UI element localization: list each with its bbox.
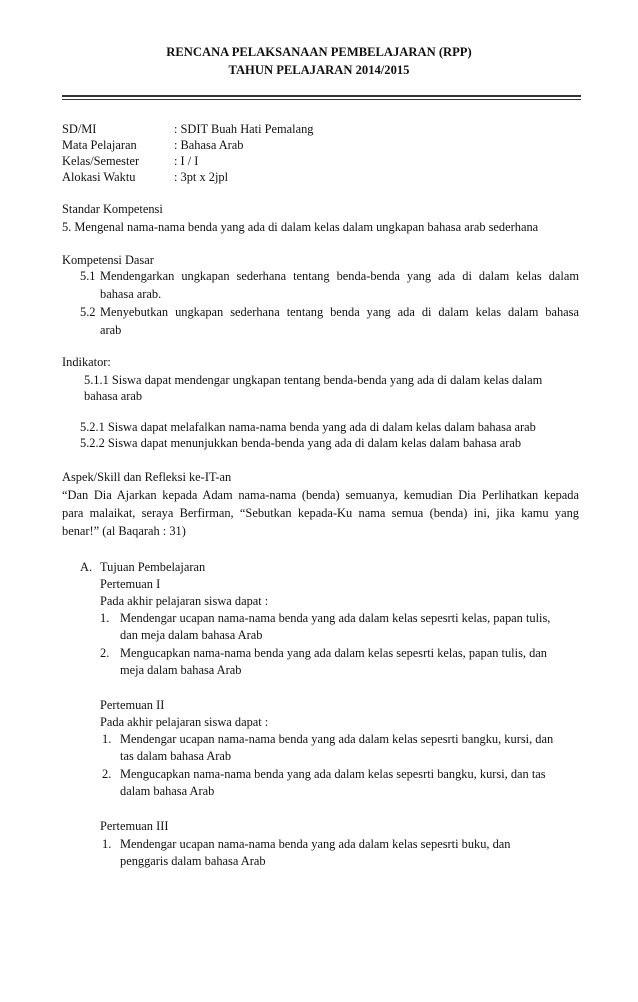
pertemuan-3-item-1-line2: penggaris dalam bahasa Arab bbox=[120, 854, 266, 868]
kompetensi-num-1: 5.1 bbox=[80, 269, 96, 283]
identity-value-class: : I / I bbox=[174, 154, 199, 168]
pertemuan-3-item-1-num: 1. bbox=[102, 837, 112, 851]
kompetensi-heading: Kompetensi Dasar bbox=[62, 253, 154, 267]
pertemuan-1-intro: Pada akhir pelajaran siswa dapat : bbox=[100, 594, 269, 608]
kompetensi-num-2: 5.2 bbox=[80, 305, 96, 319]
identity-value-subject: : Bahasa Arab bbox=[174, 138, 244, 152]
aspek-heading: Aspek/Skill dan Refleksi ke-IT-an bbox=[62, 470, 232, 484]
pertemuan-2-item-1-line2: tas dalam bahasa Arab bbox=[120, 749, 232, 763]
indikator-2: 5.2.1 Siswa dapat melafalkan nama-nama benda yang ada di dalam kelas dalam bahasa arab bbox=[80, 420, 536, 434]
pertemuan-1-item-2-line1: Mengucapkan nama-nama benda yang ada dalam kelas sepesrti kelas, papan tulis, dan bbox=[120, 646, 547, 660]
aspek-quote-line2: para malaikat, seraya Berfirman, “Sebutkan kepada-Ku nama semua (benda) ini, jika kamu yang bbox=[62, 506, 579, 520]
aspek-quote-line1: “Dan Dia Ajarkan kepada Adam nama-nama (benda) semuanya, kemudian Dia Perlihatkan kepada bbox=[62, 488, 579, 502]
indikator-3: 5.2.2 Siswa dapat menunjukkan benda-benda yang ada di dalam kelas dalam bahasa arab bbox=[80, 436, 522, 450]
identity-label-subject: Mata Pelajaran bbox=[62, 138, 137, 152]
kompetensi-item-1-line2: bahasa arab. bbox=[100, 287, 162, 301]
pertemuan-1-item-1-num: 1. bbox=[100, 611, 110, 625]
pertemuan-2-item-2-line2: dalam bahasa Arab bbox=[120, 784, 215, 798]
standar-heading: Standar Kompetensi bbox=[62, 202, 163, 216]
indikator-1-line2: bahasa arab bbox=[84, 389, 143, 403]
aspek-quote-line3: benar!” (al Baqarah : 31) bbox=[62, 524, 186, 538]
pertemuan-2-item-1-num: 1. bbox=[102, 732, 112, 746]
pertemuan-1-item-1-line2: dan meja dalam bahasa Arab bbox=[120, 628, 263, 642]
tujuan-letter: A. bbox=[80, 560, 93, 574]
pertemuan-1-item-2-num: 2. bbox=[100, 646, 110, 660]
pertemuan-2-intro: Pada akhir pelajaran siswa dapat : bbox=[100, 715, 269, 729]
pertemuan-1-item-1-line1: Mendengar ucapan nama-nama benda yang ada dalam kelas sepesrti kelas, papan tulis, bbox=[120, 611, 551, 625]
standar-item: 5. Mengenal nama-nama benda yang ada di dalam kelas dalam ungkapan bahasa arab sederhana bbox=[62, 220, 539, 234]
pertemuan-3-item-1-line1: Mendengar ucapan nama-nama benda yang ada dalam kelas sepesrti buku, dan bbox=[120, 837, 511, 851]
identity-value-school: : SDIT Buah Hati Pemalang bbox=[174, 122, 314, 136]
header-rule-thin bbox=[62, 99, 581, 100]
indikator-heading: Indikator: bbox=[62, 355, 111, 369]
identity-value-time: : 3pt x 2jpl bbox=[174, 170, 229, 184]
pertemuan-2-title: Pertemuan II bbox=[100, 698, 165, 712]
kompetensi-item-2-line1: Menyebutkan ungkapan sederhana tentang benda yang ada di dalam kelas dalam bahasa bbox=[100, 305, 579, 319]
kompetensi-item-1-line1: Mendengarkan ungkapan sederhana tentang benda-benda yang ada di dalam kelas dalam bbox=[100, 269, 579, 283]
indikator-1-line1: 5.1.1 Siswa dapat mendengar ungkapan tentang benda-benda yang ada di dalam kelas dalam bbox=[84, 373, 543, 387]
identity-label-time: Alokasi Waktu bbox=[62, 170, 136, 184]
identity-label-class: Kelas/Semester bbox=[62, 154, 140, 168]
pertemuan-1-item-2-line2: meja dalam bahasa Arab bbox=[120, 663, 242, 677]
document-subtitle: TAHUN PELAJARAN 2014/2015 bbox=[228, 63, 410, 77]
pertemuan-3-title: Pertemuan III bbox=[100, 819, 169, 833]
header-rule-thick bbox=[62, 95, 581, 97]
kompetensi-item-2-line2: arab bbox=[100, 323, 122, 337]
pertemuan-2-item-2-num: 2. bbox=[102, 767, 112, 781]
pertemuan-2-item-1-line1: Mendengar ucapan nama-nama benda yang ada dalam kelas sepesrti bangku, kursi, dan bbox=[120, 732, 554, 746]
pertemuan-2-item-2-line1: Mengucapkan nama-nama benda yang ada dalam kelas sepesrti bangku, kursi, dan tas bbox=[120, 767, 546, 781]
document-title: RENCANA PELAKSANAAN PEMBELAJARAN (RPP) bbox=[166, 45, 472, 59]
identity-label-school: SD/MI bbox=[62, 122, 97, 136]
tujuan-heading: Tujuan Pembelajaran bbox=[100, 560, 206, 574]
pertemuan-1-title: Pertemuan I bbox=[100, 577, 161, 591]
